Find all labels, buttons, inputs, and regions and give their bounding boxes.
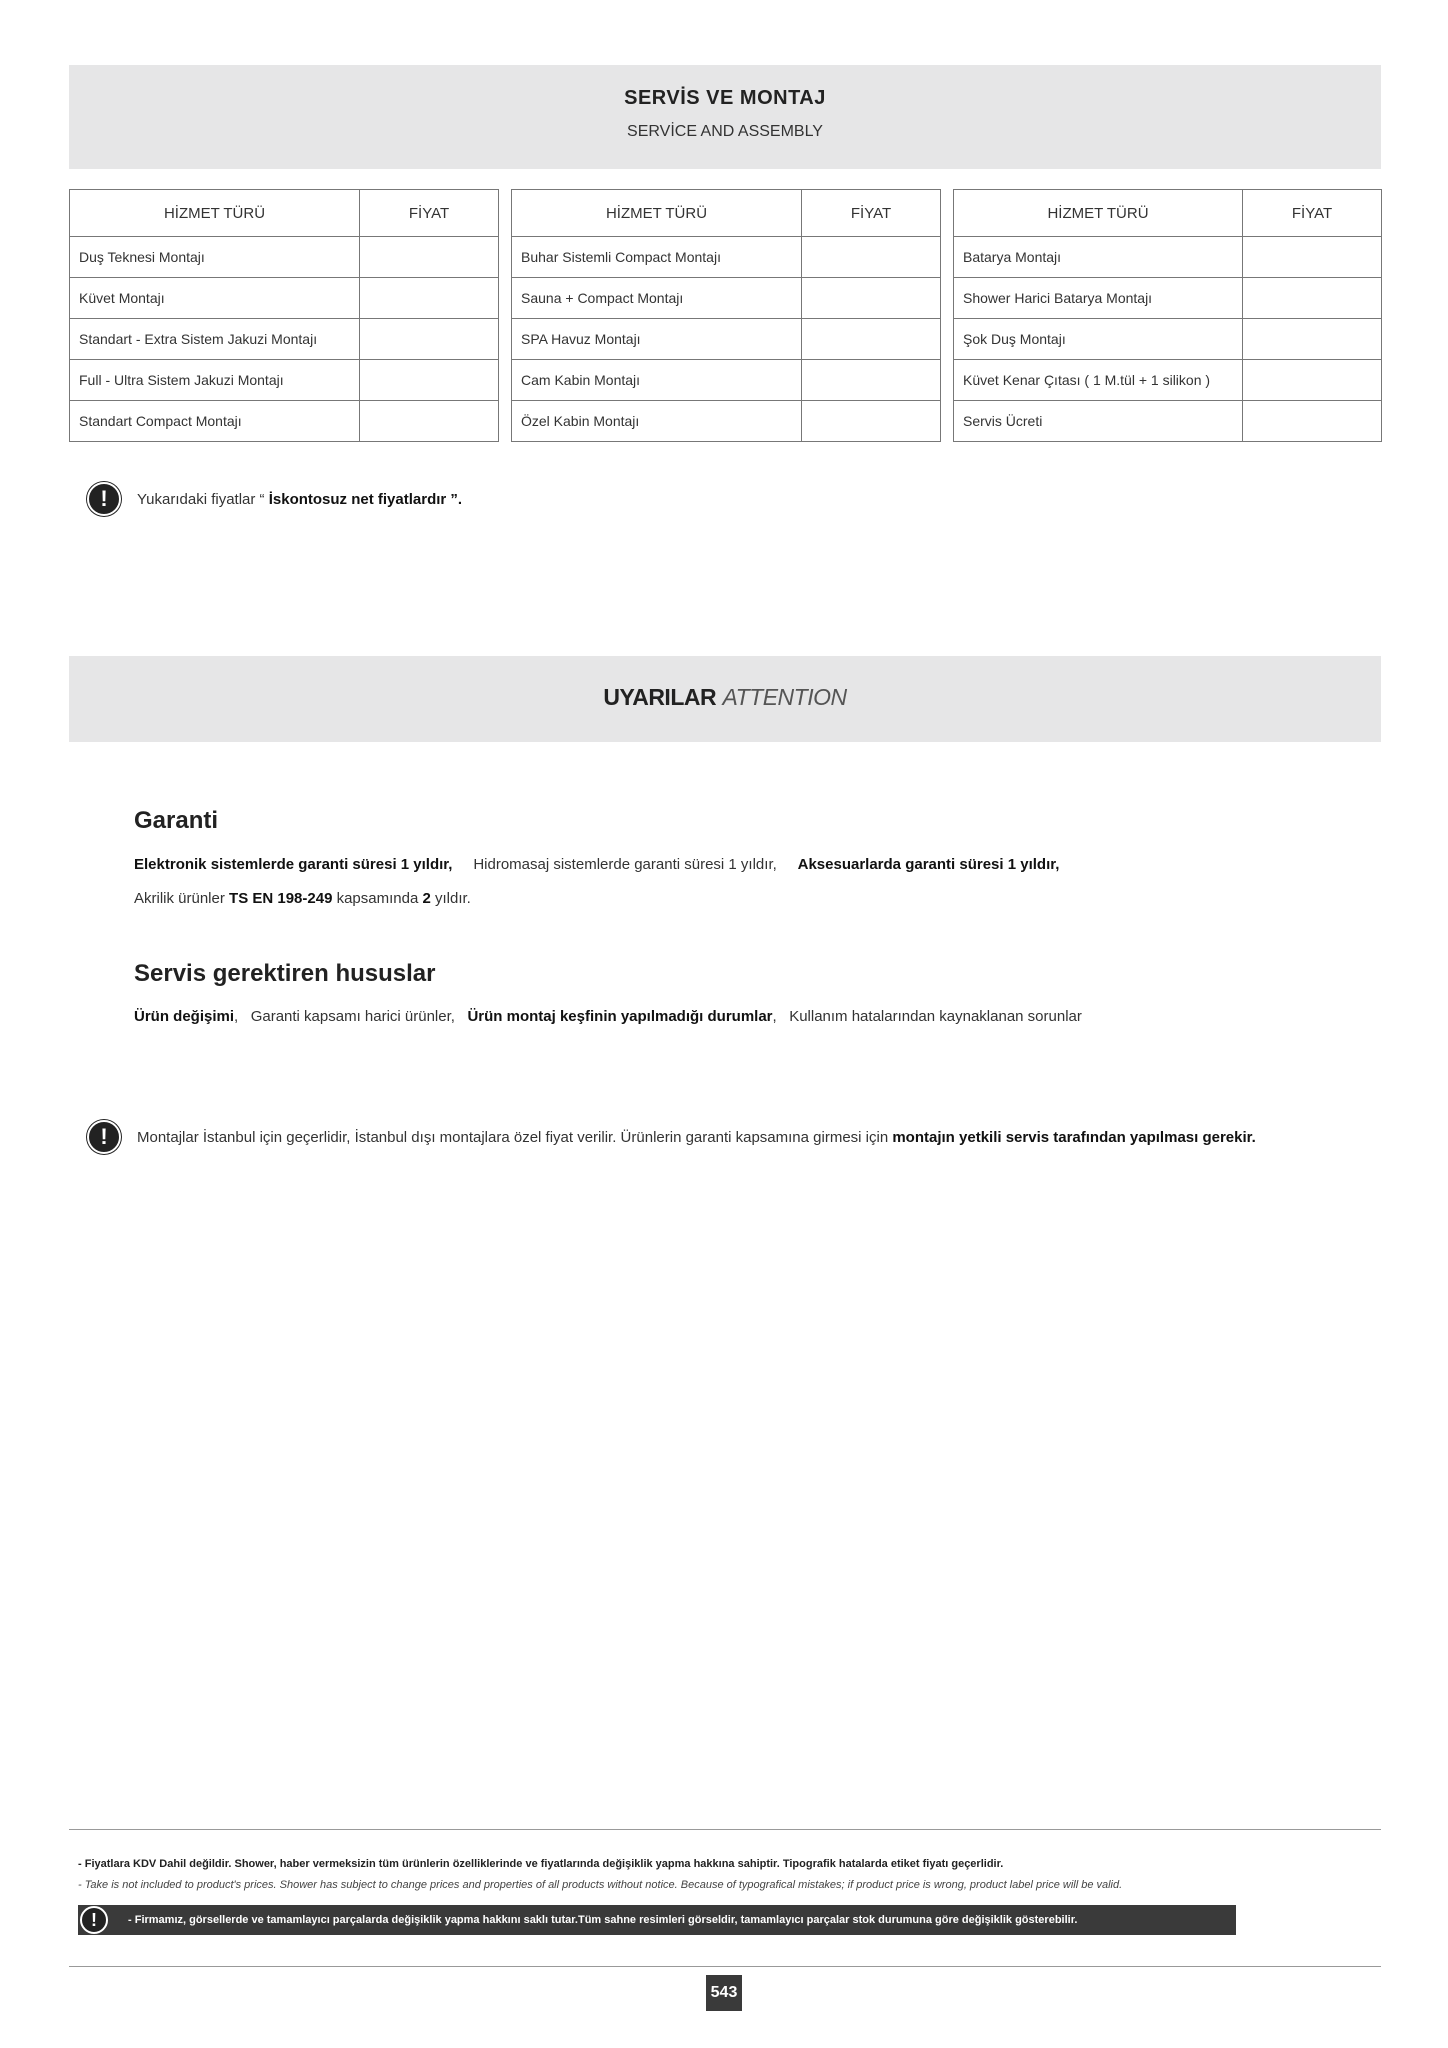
service-name: Full - Ultra Sistem Jakuzi Montajı xyxy=(70,360,360,401)
price-cell xyxy=(1243,401,1382,442)
col-service-header: HİZMET TÜRÜ xyxy=(70,190,360,237)
price-cell xyxy=(360,278,499,319)
price-cell xyxy=(802,360,941,401)
attention-title: UYARILAR ATTENTION xyxy=(603,684,847,710)
col-service-header: HİZMET TÜRÜ xyxy=(512,190,802,237)
footer-disclaimer-bar xyxy=(78,1905,1236,1935)
service-name: Özel Kabin Montajı xyxy=(512,401,802,442)
service-table-1 xyxy=(69,189,499,442)
price-cell xyxy=(360,401,499,442)
service-name: Shower Harici Batarya Montajı xyxy=(954,278,1243,319)
service-name: SPA Havuz Montajı xyxy=(512,319,802,360)
page-title: SERVİS VE MONTAJ xyxy=(624,87,826,109)
exclamation-icon: ! xyxy=(80,1906,108,1934)
price-cell xyxy=(1243,278,1382,319)
price-cell xyxy=(1243,237,1382,278)
col-service-header: HİZMET TÜRÜ xyxy=(954,190,1243,237)
service-name: Küvet Kenar Çıtası ( 1 M.tül + 1 silikon ) xyxy=(954,360,1243,401)
price-cell xyxy=(360,360,499,401)
service-issues-line: Ürün değişimi, Garanti kapsamı harici ürünler, Ürün montaj keşfinin yapılmadığı durumlar, Kullanım hatalarından kaynaklanan sorunlar xyxy=(134,1008,1082,1025)
service-name: Standart Compact Montajı xyxy=(70,401,360,442)
service-name: Standart - Extra Sistem Jakuzi Montajı xyxy=(70,319,360,360)
col-price-header: FİYAT xyxy=(802,190,941,237)
price-cell xyxy=(360,237,499,278)
price-note xyxy=(87,482,462,516)
service-issues-heading: Servis gerektiren hususlar xyxy=(134,960,436,987)
footer-divider xyxy=(69,1829,1381,1830)
col-price-header: FİYAT xyxy=(360,190,499,237)
attention-band xyxy=(69,656,1381,742)
footer-note-tr: - Fiyatlara KDV Dahil değildir. Shower, haber vermeksizin tüm ürünlerin özelliklerinde ve fiyatlarında değişiklik yapma hakkına sahiptir. Tipografik hatalarda etiket fiyatı geçerlidir. xyxy=(78,1858,1004,1870)
exclamation-icon: ! xyxy=(87,1120,121,1154)
service-name: Şok Duş Montajı xyxy=(954,319,1243,360)
footer-disclaimer-text: - Firmamız, görsellerde ve tamamlayıcı parçalarda değişiklik yapma hakkını saklı tutar.Tüm sahne resimleri görseldir, tamamlayıcı parçalar stok durumuna göre değişiklik gösterebilir. xyxy=(128,1914,1078,1926)
page-number: 543 xyxy=(706,1975,742,2011)
service-name: Duş Teknesi Montajı xyxy=(70,237,360,278)
price-cell xyxy=(802,278,941,319)
service-name: Batarya Montajı xyxy=(954,237,1243,278)
price-cell xyxy=(1243,319,1382,360)
service-header-band xyxy=(69,65,1381,169)
footer-note-en: - Take is not included to product's prices. Shower has subject to change prices and properties of all products without notice. Because of typografical mistakes; if product price is wrong, product label price will be valid. xyxy=(78,1879,1123,1891)
exclamation-icon: ! xyxy=(87,482,121,516)
price-cell xyxy=(1243,360,1382,401)
service-name: Sauna + Compact Montajı xyxy=(512,278,802,319)
price-cell xyxy=(802,319,941,360)
service-name: Cam Kabin Montajı xyxy=(512,360,802,401)
service-name: Buhar Sistemli Compact Montajı xyxy=(512,237,802,278)
page-subtitle: SERVİCE AND ASSEMBLY xyxy=(627,123,823,140)
warranty-heading: Garanti xyxy=(134,807,219,834)
warranty-line-1: Elektronik sistemlerde garanti süresi 1 yıldır, Hidromasaj sistemlerde garanti süresi 1 yıldır, Aksesuarlarda garanti süresi 1 yıldır, xyxy=(134,856,1060,873)
installation-note xyxy=(87,1120,1256,1154)
service-table-2 xyxy=(511,189,941,442)
footer-divider-bottom xyxy=(69,1966,1381,1967)
price-cell xyxy=(802,237,941,278)
service-name: Servis Ücreti xyxy=(954,401,1243,442)
price-cell xyxy=(360,319,499,360)
service-name: Küvet Montajı xyxy=(70,278,360,319)
price-note-text: Yukarıdaki fiyatlar “ İskontosuz net fiyatlardır ”. xyxy=(137,490,463,508)
col-price-header: FİYAT xyxy=(1243,190,1382,237)
price-cell xyxy=(802,401,941,442)
installation-note-text: Montajlar İstanbul için geçerlidir, İstanbul dışı montajlara özel fiyat verilir. Ürünlerin garanti kapsamına girmesi için montajın yetkili servis tarafından yapılması gerekir. xyxy=(137,1128,1256,1146)
service-table-3 xyxy=(953,189,1382,442)
warranty-line-2: Akrilik ürünler TS EN 198-249 kapsamında 2 yıldır. xyxy=(134,890,471,907)
